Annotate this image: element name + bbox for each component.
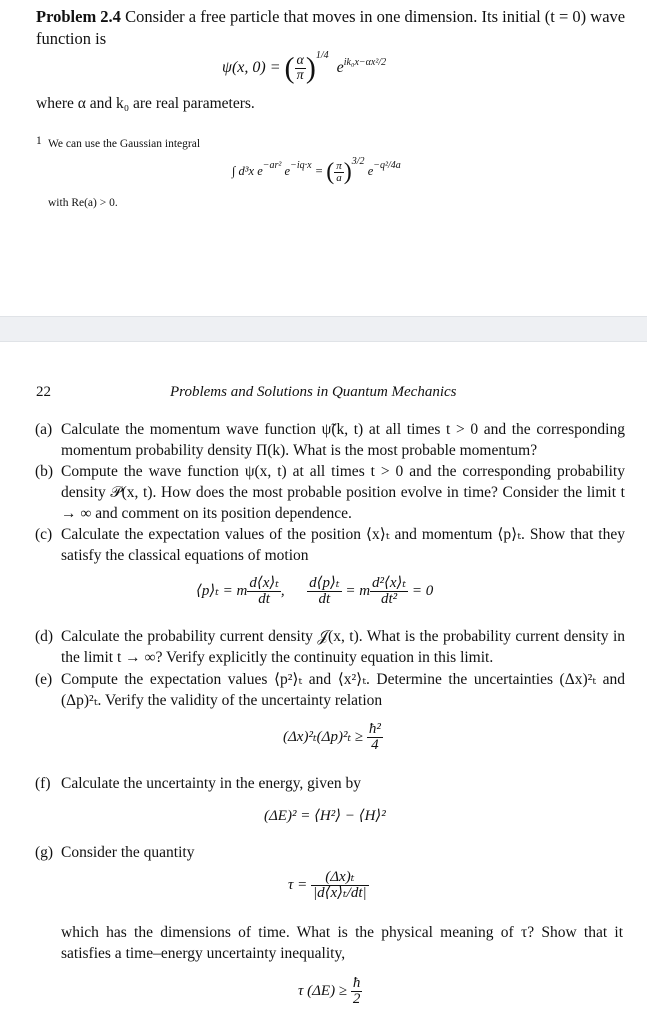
integral-sup1: −ar² xyxy=(262,160,282,171)
classical-2-den: dt xyxy=(318,591,331,607)
classical-2-rhs: = 0 xyxy=(408,582,434,599)
wavefunction-power: 1/4 xyxy=(315,50,329,61)
time-energy-inequality xyxy=(298,976,362,1007)
integral-eq: = xyxy=(311,164,324,178)
footnote-text: We can use the Gaussian integral xyxy=(48,138,201,150)
tau-num: (Δx)ₜ xyxy=(311,870,369,886)
part-c xyxy=(35,524,625,566)
footnote-condition: with Re(a) > 0. xyxy=(48,197,118,209)
problem-intro: Consider a free particle that moves in one dimension. Its initial (t = 0) wave function is xyxy=(36,7,626,48)
wavefunction-equation: ψ(x, 0) = ( $\frac{\alpha}{\pi}$ )$^{1/4}$ $e^{ik_0x-\alpha x^2/2}$ xyxy=(222,50,387,85)
part-g xyxy=(35,842,625,863)
classical-3-den: dt² xyxy=(380,591,398,607)
gaussian-integral: ∫ d³x $e^{-ar^2}$ $e^{-iq\cdot x}$ = ( $\frac{\pi}{a}$ )$^{3/2}$ $e^{-q^2/4a}$ xyxy=(232,156,401,186)
part-text: Calculate the momentum wave function ψ̃(k, t) at all times t > 0 and the corresponding momentum probability density Π(k). What is the most probable momentum? xyxy=(61,421,625,459)
energy-uncertainty: (ΔE)² = ⟨H²⟩ − ⟨H⟩² xyxy=(264,808,386,824)
part-text: Calculate the uncertainty in the energy, given by xyxy=(61,775,361,792)
wavefunction-exp-sup: ik₀x−αx²/2 xyxy=(343,57,387,68)
wavefunction-lhs: ψ(x, 0) = xyxy=(222,59,281,76)
part-label: (c) xyxy=(35,526,53,543)
uncertainty-den: 4 xyxy=(371,737,379,753)
part-label: (b) xyxy=(35,463,54,480)
tau-ineq-den: 2 xyxy=(352,991,361,1007)
uncertainty-num: ħ² xyxy=(368,721,381,737)
part-d xyxy=(35,626,625,668)
part-text: Calculate the expectation values of the position ⟨x⟩ₜ and momentum ⟨p⟩ₜ. Show that they satisfy the classical equations of motion xyxy=(61,526,625,564)
part-label: (a) xyxy=(35,421,53,438)
tau-ineq-lhs: τ (ΔE) ≥ xyxy=(298,982,348,999)
integral-body: ∫ d³x e xyxy=(232,164,263,178)
page-number: 22 xyxy=(36,384,51,400)
integral-tail-sup: −q²/4a xyxy=(373,160,401,171)
running-title: Problems and Solutions in Quantum Mechanics xyxy=(170,384,457,400)
integral-frac-num: π xyxy=(336,159,342,172)
tau-den: |d⟨x⟩ₜ/dt| xyxy=(313,885,367,901)
part-f xyxy=(35,773,625,794)
page-top-fragment xyxy=(0,0,647,300)
classical-3-num: d²⟨x⟩ₜ xyxy=(372,575,407,591)
integral-tail: e xyxy=(364,164,374,178)
part-label: (g) xyxy=(35,844,54,861)
uncertainty-relation xyxy=(283,722,383,753)
tau-definition xyxy=(288,870,369,901)
tau-ineq-num: ħ xyxy=(352,975,361,991)
wavefunction-exp: e xyxy=(336,59,344,76)
footnote-marker: 1 xyxy=(36,135,42,147)
part-label: (e) xyxy=(35,671,53,688)
problem-statement xyxy=(36,6,636,50)
wavefunction-frac-den: π xyxy=(296,67,304,83)
classical-1-num: d⟨x⟩ₜ xyxy=(249,575,279,591)
integral-sup2: −iq·x xyxy=(290,160,312,171)
part-g-followup: which has the dimensions of time. What is the physical meaning of τ? Show that it satisfies a time–energy uncertainty inequality, xyxy=(61,924,623,962)
part-text: Consider the quantity xyxy=(61,844,195,861)
uncertainty-lhs: (Δx)²ₜ(Δp)²ₜ ≥ xyxy=(283,728,364,745)
part-b xyxy=(35,461,625,524)
classical-2-mid: = m xyxy=(341,582,371,599)
problem-label: Problem 2.4 xyxy=(36,7,121,26)
part-e xyxy=(35,669,625,711)
tau-lhs: τ = xyxy=(288,876,308,893)
integral-frac-den: a xyxy=(336,171,342,184)
integral-mid: e xyxy=(281,164,291,178)
part-label: (f) xyxy=(35,775,51,792)
parameters-note: where α and k₀ are real parameters. xyxy=(36,95,255,112)
page-separator xyxy=(0,316,647,342)
part-label: (d) xyxy=(35,628,54,645)
integral-power: 3/2 xyxy=(351,156,365,167)
part-text: Compute the wave function ψ(x, t) at all times t > 0 and the corresponding probability density 𝒫(x, t). How does the most probable position evolve in time? Consider the limit t → ∞ and comment on its position dependence. xyxy=(61,463,625,522)
classical-2-num: d⟨p⟩ₜ xyxy=(309,575,340,591)
part-a xyxy=(35,419,625,461)
classical-equations: ⟨p⟩ₜ = m $\frac{\text{d⟨x⟩ₜ}}{dt}$ , $\frac{\text{d⟨p⟩ₜ}}{dt}$ = m $\frac{\text{d²⟨x⟩ₜ}}{\text{dt²}}$ = 0 xyxy=(196,575,434,607)
wavefunction-frac-num: α xyxy=(296,52,304,68)
part-text: Compute the expectation values ⟨p²⟩ₜ and ⟨x²⟩ₜ. Determine the uncertainties (Δx)²ₜ and (Δp)²ₜ. Verify the validity of the uncertainty relation xyxy=(61,671,625,709)
classical-1-den: dt xyxy=(258,591,270,607)
classical-1-lhs: ⟨p⟩ₜ = m xyxy=(196,582,248,599)
part-text: Calculate the probability current density 𝒥(x, t). What is the probability current density in the limit t → ∞? Verify explicitly the continuity equation in this limit. xyxy=(61,628,625,666)
